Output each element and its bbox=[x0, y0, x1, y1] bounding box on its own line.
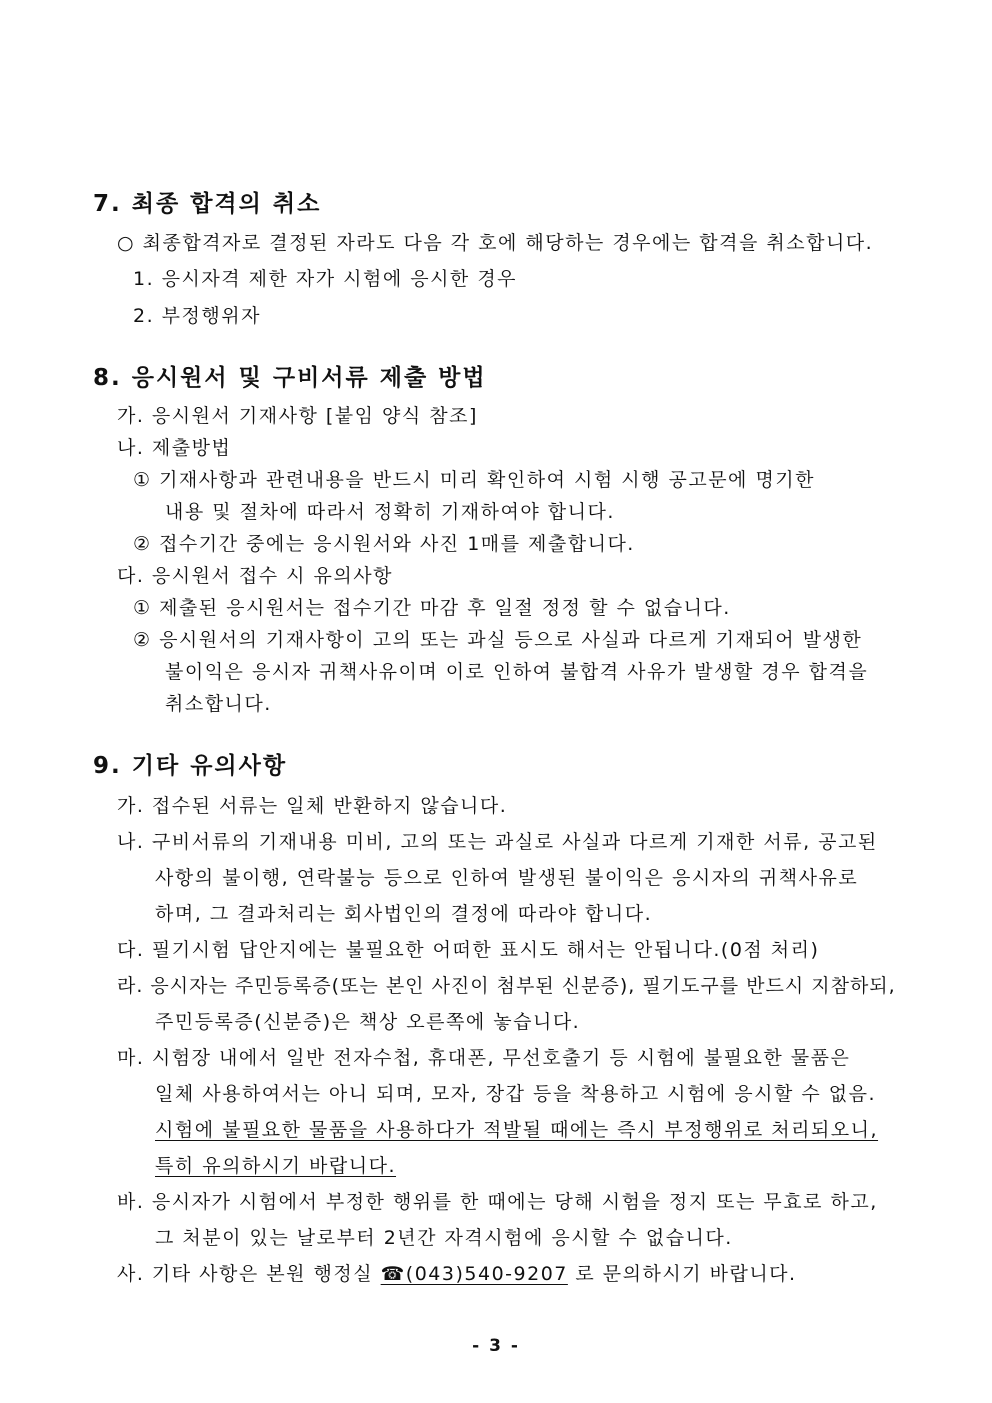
section-9-title: 9. 기타 유의사항 bbox=[93, 753, 288, 779]
section-8-title: 8. 응시원서 및 구비서류 제출 방법 bbox=[93, 365, 487, 391]
section-8-da-2a: ② 응시원서의 기재사항이 고의 또는 과실 등으로 사실과 다르게 기재되어 발생한 bbox=[133, 629, 863, 651]
section-9-sa-prefix: 사. 기타 사항은 본원 행정실 bbox=[117, 1263, 381, 1285]
section-9-na-a: 나. 구비서류의 기재내용 미비, 고의 또는 과실로 사실과 다르게 기재한 서류, 공고된 bbox=[117, 831, 878, 853]
section-9-ma-a: 마. 시험장 내에서 일반 전자수첩, 휴대폰, 무선호출기 등 시험에 불필요한 물품은 bbox=[117, 1047, 851, 1069]
section-9-ba-b: 그 처분이 있는 날로부터 2년간 자격시험에 응시할 수 없습니다. bbox=[155, 1227, 733, 1249]
section-9-ba-a: 바. 응시자가 시험에서 부정한 행위를 한 때에는 당해 시험을 정지 또는 무효로 하고, bbox=[117, 1191, 878, 1213]
phone-number-link[interactable]: ☎(043)540-9207 bbox=[380, 1263, 568, 1285]
section-8-da: 다. 응시원서 접수 시 유의사항 bbox=[117, 565, 393, 587]
page-number: - 3 - bbox=[472, 1336, 520, 1356]
section-9-na-b: 사항의 불이행, 연락불능 등으로 인하여 발생된 불이익은 응시자의 귀책사유로 bbox=[155, 867, 859, 889]
section-7-title: 7. 최종 합격의 취소 bbox=[93, 191, 322, 217]
section-8-da-2b: 불이익은 응시자 귀책사유이며 이로 인하여 불합격 사유가 발생할 경우 합격을 bbox=[165, 661, 869, 683]
section-9-sa bbox=[117, 1262, 797, 1286]
section-8-ga: 가. 응시원서 기재사항 [붙임 양식 참조] bbox=[117, 405, 478, 427]
section-9-ma-c-underlined: 시험에 불필요한 물품을 사용하다가 적발될 때에는 즉시 부정행위로 처리되오니, bbox=[155, 1119, 879, 1141]
section-9-ra-a: 라. 응시자는 주민등록증(또는 본인 사진이 첨부된 신분증), 필기도구를 반드시 지참하되, bbox=[117, 975, 896, 997]
section-8-da-2c: 취소합니다. bbox=[165, 693, 272, 715]
section-9-sa-suffix: 로 문의하시기 바랍니다. bbox=[567, 1263, 797, 1285]
section-9-ma-d-underlined: 특히 유의하시기 바랍니다. bbox=[155, 1155, 397, 1177]
section-9-ma-b: 일체 사용하여서는 아니 되며, 모자, 장갑 등을 착용하고 시험에 응시할 수 없음. bbox=[155, 1083, 877, 1105]
section-8-na-1a: ① 기재사항과 관련내용을 반드시 미리 확인하여 시험 시행 공고문에 명기한 bbox=[133, 469, 816, 491]
section-7-item-1: 1. 응시자격 제한 자가 시험에 응시한 경우 bbox=[133, 268, 518, 290]
section-8-na: 나. 제출방법 bbox=[117, 437, 232, 459]
section-9-ga: 가. 접수된 서류는 일체 반환하지 않습니다. bbox=[117, 795, 508, 817]
section-7-intro: ○ 최종합격자로 결정된 자라도 다음 각 호에 해당하는 경우에는 합격을 취소합니다. bbox=[117, 232, 874, 254]
section-9-da: 다. 필기시험 답안지에는 불필요한 어떠한 표시도 해서는 안됩니다.(0점 처리) bbox=[117, 939, 820, 961]
section-9-ra-b: 주민등록증(신분증)은 책상 오른쪽에 놓습니다. bbox=[155, 1011, 581, 1033]
section-7-item-2: 2. 부정행위자 bbox=[133, 305, 261, 327]
section-9-na-c: 하며, 그 결과처리는 회사법인의 결정에 따라야 합니다. bbox=[155, 903, 653, 925]
section-8-na-2: ② 접수기간 중에는 응시원서와 사진 1매를 제출합니다. bbox=[133, 533, 635, 555]
section-8-da-1: ① 제출된 응시원서는 접수기간 마감 후 일절 정정 할 수 없습니다. bbox=[133, 597, 731, 619]
section-8-na-1b: 내용 및 절차에 따라서 정확히 기재하여야 합니다. bbox=[165, 501, 615, 523]
